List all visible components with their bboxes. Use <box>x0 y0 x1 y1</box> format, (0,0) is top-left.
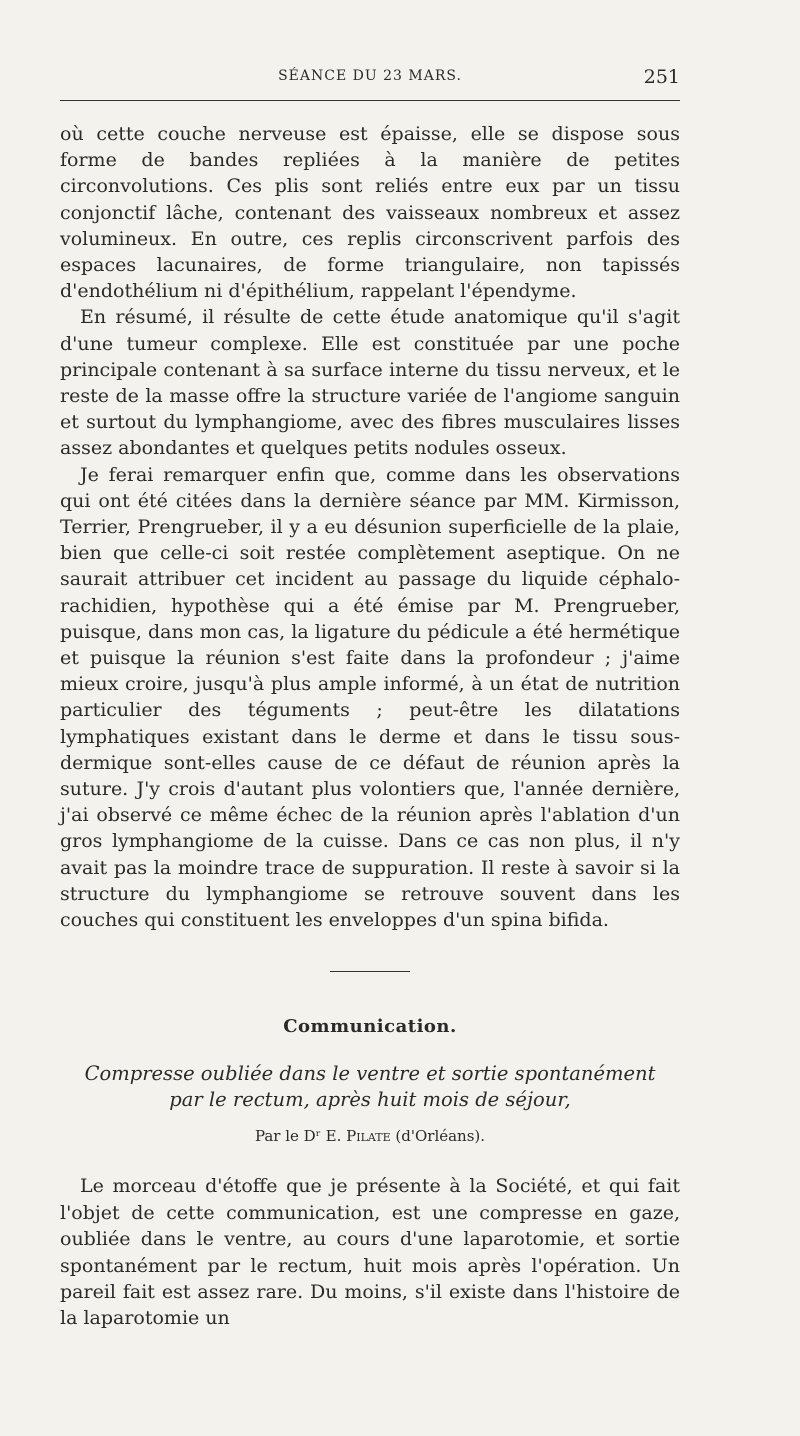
paragraph-2: En résumé, il résulte de cette étude anatomique qu'il s'agit d'une tumeur complexe. Elle est constituée par une poche principale contenant à sa surface interne du tissu nerveux, et le reste de la masse offre la structure variée de l'angiome sanguin et surtout du lymphangiome, avec des fibres musculaires lisses assez abondantes et quelques petits nodules osseux. <box>60 306 680 460</box>
running-title: SÉANCE DU 23 MARS. <box>278 68 462 84</box>
article-title <box>60 1061 680 1113</box>
paragraph-3: Je ferai remarquer enfin que, comme dans les observations qui ont été citées dans la dernière séance par MM. Kirmisson, Terrier, Prengrueber, il y a eu désunion superficielle de la plaie, bien que celle-ci soit restée complètement aseptique. On ne saurait attribuer cet incident au passage du liquide céphalo-rachidien, hypothèse qui a été émise par M. Prengrueber, puisque, dans mon cas, la ligature du pédicule a été hermétique et puisque la réunion s'est faite dans la profondeur ; j'aime mieux croire, jusqu'à plus ample informé, à un état de nutrition particulier des téguments ; peut-être les dilatations lymphatiques existant dans le derme et dans le tissu sous-dermique sont-elles cause de ce défaut de réunion après la suture. J'y crois d'autant plus volontiers que, l'année dernière, j'ai observé ce même échec de la réunion après l'ablation d'un gros lymphangiome de la cuisse. Dans ce cas non plus, il n'y avait pas la moindre trace de suppuration. Il reste à savoir si la structure du lymphangiome se retrouve souvent dans les couches qui constituent les enveloppes d'un spina bifida. <box>60 463 680 932</box>
byline-suffix: (d'Orléans). <box>390 1127 486 1146</box>
byline-prefix: Par le Dʳ E. <box>254 1127 347 1146</box>
article-title-line-2: par le rectum, après huit mois de séjour, <box>169 1088 571 1112</box>
section-title: Communication. <box>283 1016 457 1038</box>
main-text <box>60 121 680 933</box>
author-name: Pilate <box>346 1127 391 1146</box>
paragraph-1: où cette couche nerveuse est épaisse, elle se dispose sous forme de bandes repliées à la manière de petites circonvolutions. Ces plis sont reliés entre eux par un tissu conjonctif lâche, contenant des vaisseaux nombreux et assez volumineux. En outre, ces replis circonscrivent parfois des espaces lacunaires, de forme triangulaire, non tapissés d'endothélium ni d'épithélium, rappelant l'épendyme. <box>60 123 680 303</box>
section-divider <box>330 971 410 972</box>
page-number: 251 <box>643 66 680 88</box>
article-paragraph: Le morceau d'étoffe que je présente à la Société, et qui fait l'objet de cette communication, est une compresse en gaze, oubliée dans le ventre, au cours d'une laparotomie, et sortie spontanément par le rectum, huit mois après l'opération. Un pareil fait est assez rare. Du moins, s'il existe dans l'histoire de la laparotomie un <box>60 1175 680 1330</box>
author-byline <box>60 1127 680 1145</box>
article-body <box>60 1173 680 1331</box>
page <box>60 60 680 1332</box>
article-title-line-1: Compresse oubliée dans le ventre et sortie spontanément <box>84 1062 656 1086</box>
page-header <box>60 60 680 101</box>
